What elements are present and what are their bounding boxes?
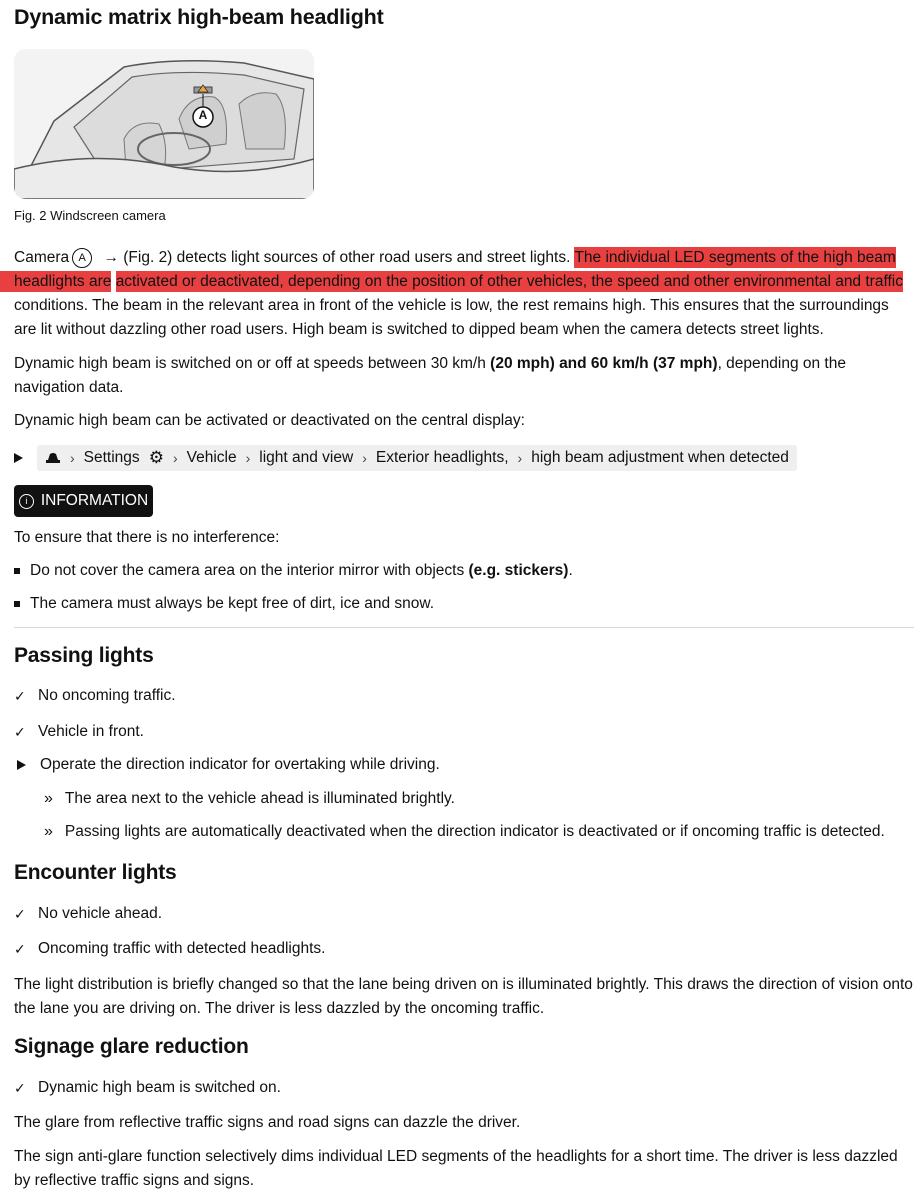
information-badge: i INFORMATION [14, 485, 153, 517]
chevron-right-icon: › [362, 450, 367, 466]
result-item: » Passing lights are automatically deactivated when the direction indicator is deactivated or if oncoming traffic is detected. [44, 823, 885, 840]
gear-icon: ⚙ [148, 448, 164, 467]
camera-paragraph: Camera A → (Fig. 2) detects light sources of other road users and street lights. The individual LED segments of the high beam headlights are activated or deactivated, depending on the position of other vehicles, the speed and other environmental and traffic conditions. The beam in the relevant area in front of the vehicle is low, the rest remains high. This ensures that the surroundings are lit without dazzling other road users. High beam is switched to dipped beam when the camera detects street lights. [14, 246, 914, 342]
chevron-right-icon: › [517, 450, 523, 466]
menu-path-box [37, 445, 797, 471]
step-triangle-icon [17, 760, 26, 770]
info-icon: i [19, 494, 34, 509]
chevron-right-icon: › [70, 450, 75, 466]
square-bullet-icon [14, 601, 20, 607]
path-high-beam-adjustment[interactable]: high beam adjustment when detected [531, 449, 789, 466]
highlight-text-1: The individual LED segments of the high beam [574, 249, 896, 266]
signage-glare-heading: Signage glare reduction [14, 1035, 249, 1058]
car-interior-illustration [14, 49, 314, 199]
condition-item: ✓ No vehicle ahead. [14, 905, 163, 922]
check-icon: ✓ [14, 687, 26, 704]
display-paragraph: Dynamic high beam can be activated or deactivated on the central display: [14, 412, 525, 429]
info-intro: To ensure that there is no interference: [14, 529, 280, 546]
check-icon: ✓ [14, 905, 26, 922]
encounter-lights-heading: Encounter lights [14, 861, 177, 884]
result-item: » The area next to the vehicle ahead is illuminated brightly. [44, 790, 455, 807]
passing-lights-heading: Passing lights [14, 644, 154, 667]
figure-reference-link[interactable]: → (Fig. 2) [103, 249, 173, 266]
step-triangle-icon [14, 453, 23, 463]
check-icon: ✓ [14, 723, 26, 740]
speed-paragraph: Dynamic high beam is switched on or off at speeds between 30 km/h (20 mph) and 60 km/h (37 mph), depending on the navigation data. [14, 355, 846, 396]
signage-paragraph-2: The sign anti-glare function selectively dims individual LED segments of the headlights for a short time. The driver is less dazzled by reflective traffic signs and signs. [14, 1148, 898, 1189]
chevron-right-icon: › [245, 450, 251, 466]
figure-caption: Fig. 2 Windscreen camera [14, 208, 166, 223]
encounter-paragraph: The light distribution is briefly changed so that the lane being driven on is illuminated brightly. This draws the direction of vision onto the lane you are driving on. The driver is less dazzled by the oncoming traffic. [14, 976, 913, 1017]
camera-word: Camera [14, 249, 70, 266]
signage-paragraph-1: The glare from reflective traffic signs and road signs can dazzle the driver. [14, 1114, 521, 1131]
condition-item: ✓ No oncoming traffic. [14, 687, 176, 704]
info-bullet: The camera must always be kept free of dirt, ice and snow. [14, 595, 434, 613]
condition-item: ✓ Vehicle in front. [14, 723, 144, 740]
check-icon: ✓ [14, 940, 26, 957]
path-exterior-headlights[interactable]: Exterior headlights, [375, 449, 509, 466]
menu-path [14, 445, 797, 471]
double-chevron-icon: » [44, 823, 53, 840]
page-title: Dynamic matrix high-beam headlight [14, 5, 384, 29]
path-light-and-view[interactable]: light and view [259, 449, 354, 466]
callout-label: A [198, 108, 208, 122]
condition-item: ✓ Dynamic high beam is switched on. [14, 1079, 281, 1096]
path-vehicle[interactable]: Vehicle [186, 449, 237, 466]
square-bullet-icon [14, 568, 20, 574]
condition-item: ✓ Oncoming traffic with detected headlights. [14, 940, 326, 957]
section-divider [14, 627, 914, 628]
path-settings[interactable]: Settings [83, 449, 140, 466]
label-a-icon: A [72, 248, 92, 268]
windscreen-camera-figure [14, 49, 314, 199]
check-icon: ✓ [14, 1079, 26, 1096]
step-item: Operate the direction indicator for overtaking while driving. [14, 756, 440, 774]
chevron-right-icon: › [172, 450, 178, 466]
double-chevron-icon: » [44, 790, 53, 807]
info-bullet: Do not cover the camera area on the interior mirror with objects (e.g. stickers) . [14, 562, 573, 580]
highlight-text-2: headlights are [0, 271, 111, 292]
car-home-icon[interactable] [45, 451, 61, 465]
highlight-text-3: activated or deactivated, depending on the position of other vehicles, the speed and other environmental and traffic [115, 273, 903, 290]
